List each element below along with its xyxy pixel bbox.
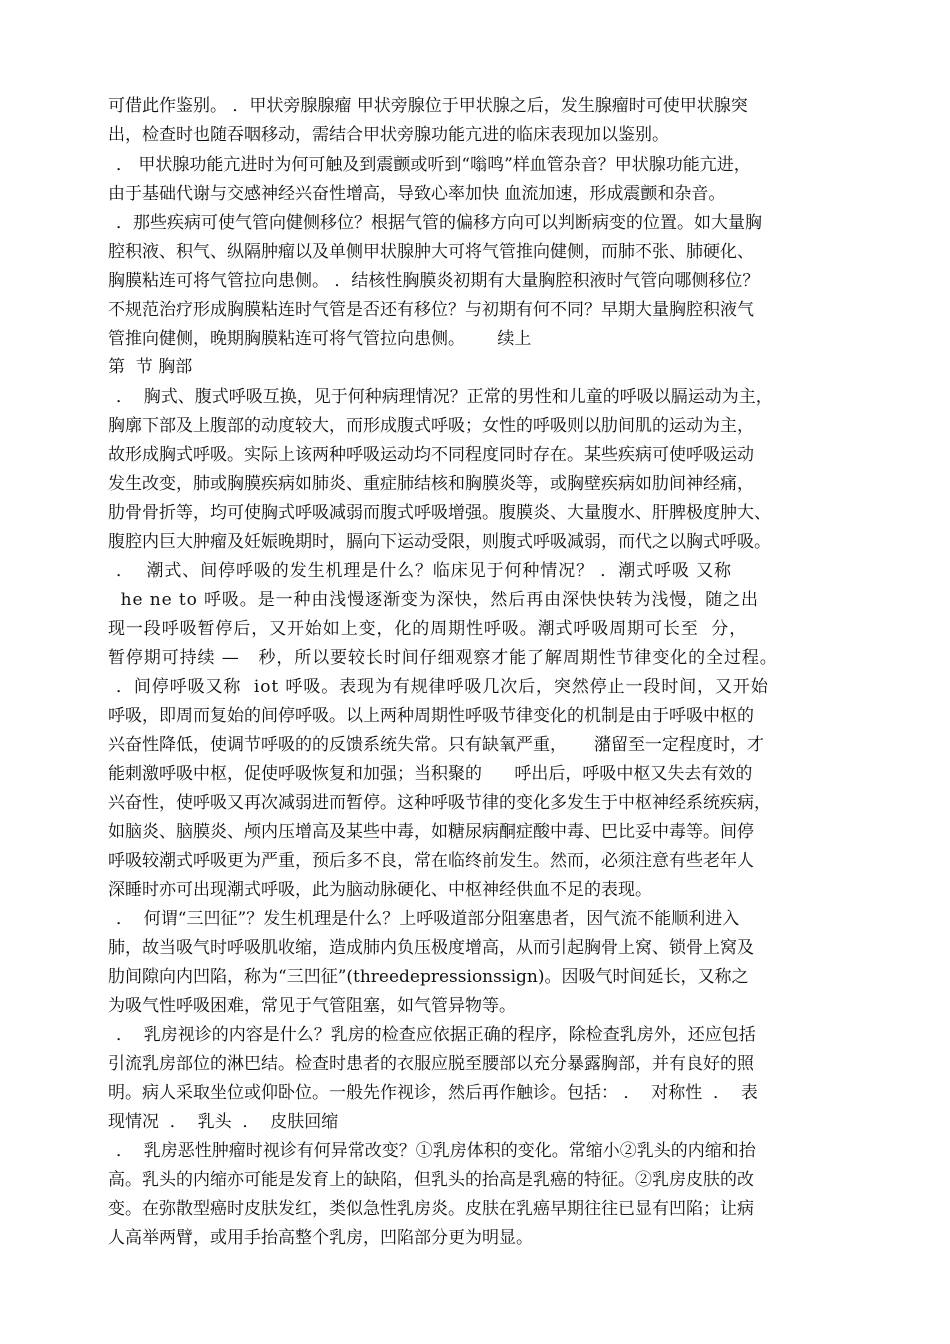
text-line: 发生改变，肺或胸膜疾病如肺炎、重症肺结核和胸膜炎等，或胸壁疾病如肋间神经痛，	[108, 474, 754, 494]
text-line: 管推向健侧，晚期胸膜粘连可将气管拉向患侧。 续上	[108, 329, 532, 349]
text-line: 腹腔内巨大肿瘤及妊娠晚期时，膈向下运动受限，则腹式呼吸减弱，而代之以胸式呼吸。	[108, 532, 771, 552]
text-line: 肋骨骨折等，均可使胸式呼吸减弱而腹式呼吸增强。腹膜炎、大量腹水、肝脾极度肿大、	[108, 503, 771, 523]
text-line: 为吸气性呼吸困难，常见于气管阻塞，如气管异物等。	[108, 996, 516, 1016]
text-line: ． 乳房视诊的内容是什么？乳房的检查应依据正确的程序，除检查乳房外，还应包括	[116, 1025, 756, 1045]
text-line: 肋间隙向内凹陷，称为“三凹征”(threedepressionssign)。因吸气时间延长，又称之	[108, 967, 749, 987]
text-line: 不规范治疗形成胸膜粘连时气管是否还有移位？与初期有何不同？早期大量胸腔积液气	[108, 300, 754, 320]
text-line: he ne to 呼吸。是一种由浅慢逐渐变为深快，然后再由深快快转为浅慢，随之出	[108, 590, 759, 610]
text-line: 变。在弥散型癌时皮肤发红，类似急性乳房炎。皮肤在乳癌早期往往已显有凹陷；让病	[108, 1199, 754, 1219]
text-line: 明。病人采取坐位或仰卧位。一般先作视诊，然后再作触诊。包括： ． 对称性 ． 表	[108, 1083, 758, 1103]
text-line: 人高举两臂，或用手抬高整个乳房，凹陷部分更为明显。	[108, 1228, 533, 1248]
text-line: 呼吸，即周而复始的间停呼吸。以上两种周期性呼吸节律变化的机制是由于呼吸中枢的	[108, 706, 754, 726]
text-line: ．间停呼吸又称 iot 呼吸。表现为有规律呼吸几次后，突然停止一段时间，又开始	[116, 677, 769, 697]
text-line: 暂停期可持续 — 秒，所以要较长时间仔细观察才能了解周期性节律变化的全过程。	[108, 648, 778, 668]
text-line: 现情况 ． 乳头 ． 皮肤回缩	[108, 1112, 339, 1132]
text-line: 兴奋性，使呼吸又再次减弱进而暂停。这种呼吸节律的变化多发生于中枢神经系统疾病，	[108, 793, 771, 813]
text-line: ． 胸式、腹式呼吸互换，见于何种病理情况？正常的男性和儿童的呼吸以膈运动为主，	[116, 387, 773, 407]
text-line: 胸膜粘连可将气管拉向患侧。 ．结核性胸膜炎初期有大量胸腔积液时气管向哪侧移位？	[108, 271, 760, 291]
text-line: ． 潮式、间停呼吸的发生机理是什么？临床见于何种情况？ ．潮式呼吸 又称	[116, 561, 732, 581]
text-line: 故形成胸式呼吸。实际上该两种呼吸运动均不同程度同时存在。某些疾病可使呼吸运动	[108, 445, 754, 465]
text-line: 高。乳头的内缩亦可能是发育上的缺陷，但乳头的抬高是乳癌的特征。②乳房皮肤的改	[108, 1170, 754, 1190]
text-line: ．那些疾病可使气管向健侧移位？根据气管的偏移方向可以判断病变的位置。如大量胸	[116, 213, 762, 233]
text-line: 肺，故当吸气时呼吸肌收缩，造成肺内负压极度增高，从而引起胸骨上窝、锁骨上窝及	[108, 938, 754, 958]
text-line: 腔积液、积气、纵隔肿瘤以及单侧甲状腺肿大可将气管推向健侧，而肺不张、肺硬化、	[108, 242, 754, 262]
text-line: 胸廓下部及上腹部的动度较大，而形成腹式呼吸；女性的呼吸则以肋间肌的运动为主，	[108, 416, 754, 436]
text-line: ． 甲状腺功能亢进时为何可触及到震颤或听到“嗡鸣”样血管杂音？甲状腺功能亢进，	[116, 155, 751, 175]
text-line: 兴奋性降低，使调节呼吸的的反馈系统失常。只有缺氧严重， 潴留至一定程度时，才	[108, 735, 765, 755]
text-line: ． 乳房恶性肿瘤时视诊有何异常改变？①乳房体积的变化。常缩小②乳头的内缩和抬	[116, 1141, 756, 1161]
text-line: 如脑炎、脑膜炎、颅内压增高及某些中毒，如糖尿病酮症酸中毒、巴比妥中毒等。间停	[108, 822, 754, 842]
text-line: 出，检查时也随吞咽移动，需结合甲状旁腺功能亢进的临床表现加以鉴别。	[108, 125, 669, 145]
text-line: 深睡时亦可出现潮式呼吸，此为脑动脉硬化、中枢神经供血不足的表现。	[108, 880, 652, 900]
text-line: 引流乳房部位的淋巴结。检查时患者的衣服应脱至腰部以充分暴露胸部，并有良好的照	[108, 1054, 754, 1074]
text-line: 可借此作鉴别。 ．甲状旁腺腺瘤 甲状旁腺位于甲状腺之后，发生腺瘤时可使甲状腺突	[108, 96, 748, 116]
text-line: 现一段呼吸暂停后，又开始如上变，化的周期性呼吸。潮式呼吸周期可长至 分，	[108, 619, 748, 639]
text-line: 呼吸较潮式呼吸更为严重，预后多不良，常在临终前发生。然而，必须注意有些老年人	[108, 851, 754, 871]
text-line: 由于基础代谢与交感神经兴奋性增高，导致心率加快 血流加速，形成震颤和杂音。	[108, 184, 726, 204]
section-heading: 第 节 胸部	[108, 357, 193, 377]
text-line: 能刺激呼吸中枢，促使呼吸恢复和加强；当积聚的 呼出后，呼吸中枢又失去有效的	[108, 764, 753, 784]
text-line: ． 何谓“三凹征”？发生机理是什么？上呼吸道部分阻塞患者，因气流不能顺利进入	[116, 909, 740, 929]
